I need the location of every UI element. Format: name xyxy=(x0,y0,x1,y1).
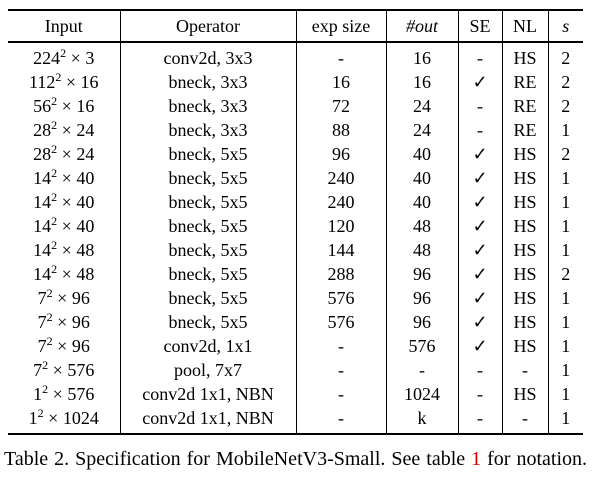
cell-operator: bneck, 5x5 xyxy=(120,214,296,238)
header-row xyxy=(8,10,583,42)
cell-input xyxy=(8,190,120,214)
cell-out: 48 xyxy=(386,214,458,238)
table-row xyxy=(8,406,583,434)
cell-input xyxy=(8,118,120,142)
cell-operator: bneck, 5x5 xyxy=(120,166,296,190)
cell-se: ✓ xyxy=(458,262,502,286)
cell-exp-size: 576 xyxy=(296,310,386,334)
cell-exp-size: 96 xyxy=(296,142,386,166)
cell-input xyxy=(8,238,120,262)
input-base: 14 xyxy=(33,240,52,260)
cell-exp-size: 240 xyxy=(296,190,386,214)
cell-se: - xyxy=(458,42,502,70)
cell-operator: bneck, 5x5 xyxy=(120,310,296,334)
input-exponent: 2 xyxy=(51,118,58,132)
cell-se: ✓ xyxy=(458,166,502,190)
cell-exp-size: 576 xyxy=(296,286,386,310)
cell-s: 2 xyxy=(548,42,583,70)
cell-nl: RE xyxy=(502,70,548,94)
input-rest: × 1024 xyxy=(43,408,99,428)
input-rest: × 24 xyxy=(57,144,95,164)
cell-operator: conv2d 1x1, NBN xyxy=(120,406,296,434)
cell-s: 1 xyxy=(548,358,583,382)
header-exp-size: exp size xyxy=(296,10,386,42)
cell-input xyxy=(8,142,120,166)
cell-out: 24 xyxy=(386,118,458,142)
cell-input xyxy=(8,214,120,238)
cell-out: 24 xyxy=(386,94,458,118)
input-base: 56 xyxy=(33,96,52,116)
input-exponent: 2 xyxy=(37,406,44,420)
cell-se: ✓ xyxy=(458,190,502,214)
input-exponent: 2 xyxy=(46,310,53,324)
cell-s: 2 xyxy=(548,94,583,118)
cell-operator: pool, 7x7 xyxy=(120,358,296,382)
cell-s: 1 xyxy=(548,334,583,358)
input-exponent: 2 xyxy=(60,46,67,60)
input-rest: × 16 xyxy=(57,96,95,116)
header-input: Input xyxy=(44,16,83,36)
cell-se: ✓ xyxy=(458,142,502,166)
table-caption xyxy=(4,446,594,472)
table-row xyxy=(8,286,583,310)
caption-suffix: for notation. xyxy=(481,448,588,470)
cell-exp-size: 88 xyxy=(296,118,386,142)
cell-se: - xyxy=(458,382,502,406)
cell-s: 1 xyxy=(548,190,583,214)
cell-operator: bneck, 5x5 xyxy=(120,238,296,262)
input-rest: × 576 xyxy=(48,360,95,380)
table-row xyxy=(8,334,583,358)
cell-operator: conv2d, 3x3 xyxy=(120,42,296,70)
input-exponent: 2 xyxy=(51,214,58,228)
cell-exp-size: 288 xyxy=(296,262,386,286)
input-base: 28 xyxy=(33,120,52,140)
cell-input xyxy=(8,358,120,382)
table-row xyxy=(8,262,583,286)
cell-input xyxy=(8,310,120,334)
input-base: 7 xyxy=(37,336,47,356)
input-base: 7 xyxy=(37,312,47,332)
cell-nl: RE xyxy=(502,94,548,118)
input-base: 14 xyxy=(33,168,52,188)
cell-out: 40 xyxy=(386,166,458,190)
cell-out: 96 xyxy=(386,286,458,310)
cell-nl: - xyxy=(502,406,548,434)
cell-s: 2 xyxy=(548,142,583,166)
input-rest: × 3 xyxy=(66,48,95,68)
header-operator: Operator xyxy=(120,10,296,42)
cell-input xyxy=(8,406,120,434)
cell-exp-size: 120 xyxy=(296,214,386,238)
input-base: 112 xyxy=(29,72,56,92)
input-exponent: 2 xyxy=(51,142,58,156)
cell-se: - xyxy=(458,406,502,434)
cell-s: 1 xyxy=(548,166,583,190)
cell-exp-size: - xyxy=(296,382,386,406)
table-row xyxy=(8,118,583,142)
cell-out: 96 xyxy=(386,262,458,286)
cell-s: 1 xyxy=(548,382,583,406)
cell-s: 1 xyxy=(548,310,583,334)
cell-exp-size: 72 xyxy=(296,94,386,118)
cell-s: 1 xyxy=(548,286,583,310)
header-out: #out xyxy=(386,10,458,42)
input-rest: × 40 xyxy=(57,168,95,188)
cell-s: 1 xyxy=(548,214,583,238)
cell-se: ✓ xyxy=(458,70,502,94)
input-base: 224 xyxy=(33,48,61,68)
cell-s: 2 xyxy=(548,70,583,94)
input-exponent: 2 xyxy=(51,190,58,204)
spec-table xyxy=(8,9,583,435)
input-rest: × 40 xyxy=(57,216,95,236)
cell-nl: HS xyxy=(502,214,548,238)
table-row xyxy=(8,190,583,214)
cell-out: k xyxy=(386,406,458,434)
cell-nl: RE xyxy=(502,118,548,142)
cell-out: 96 xyxy=(386,310,458,334)
input-rest: × 96 xyxy=(52,336,90,356)
header-nl: NL xyxy=(502,10,548,42)
cell-exp-size: 16 xyxy=(296,70,386,94)
input-rest: × 48 xyxy=(57,264,95,284)
cell-exp-size: - xyxy=(296,334,386,358)
cell-nl: HS xyxy=(502,286,548,310)
cell-exp-size: - xyxy=(296,406,386,434)
cell-input xyxy=(8,262,120,286)
input-exponent: 2 xyxy=(46,286,53,300)
input-rest: × 24 xyxy=(57,120,95,140)
input-exponent: 2 xyxy=(55,70,62,84)
table-row xyxy=(8,70,583,94)
cell-se: ✓ xyxy=(458,286,502,310)
cell-nl: - xyxy=(502,358,548,382)
cell-nl: HS xyxy=(502,310,548,334)
cell-se: - xyxy=(458,358,502,382)
header-s: s xyxy=(548,10,583,42)
cell-input xyxy=(8,334,120,358)
cell-input xyxy=(8,42,120,70)
input-exponent: 2 xyxy=(46,334,53,348)
cell-operator: conv2d, 1x1 xyxy=(120,334,296,358)
caption-table-reference-link[interactable]: 1 xyxy=(471,448,482,470)
cell-out: 576 xyxy=(386,334,458,358)
input-base: 7 xyxy=(33,360,43,380)
cell-out: 16 xyxy=(386,42,458,70)
input-base: 1 xyxy=(33,384,43,404)
cell-s: 1 xyxy=(548,406,583,434)
input-base: 14 xyxy=(33,264,52,284)
cell-se: ✓ xyxy=(458,214,502,238)
table-row xyxy=(8,310,583,334)
cell-operator: bneck, 5x5 xyxy=(120,190,296,214)
table-row xyxy=(8,238,583,262)
input-exponent: 2 xyxy=(51,94,58,108)
input-rest: × 40 xyxy=(57,192,95,212)
cell-se: - xyxy=(458,118,502,142)
cell-operator: bneck, 3x3 xyxy=(120,118,296,142)
cell-out: 40 xyxy=(386,142,458,166)
table-row xyxy=(8,382,583,406)
input-base: 28 xyxy=(33,144,52,164)
cell-se: ✓ xyxy=(458,334,502,358)
input-rest: × 16 xyxy=(61,72,99,92)
cell-nl: HS xyxy=(502,238,548,262)
cell-se: ✓ xyxy=(458,238,502,262)
input-rest: × 96 xyxy=(52,288,90,308)
cell-nl: HS xyxy=(502,190,548,214)
cell-s: 1 xyxy=(548,118,583,142)
cell-input xyxy=(8,286,120,310)
cell-operator: conv2d 1x1, NBN xyxy=(120,382,296,406)
input-exponent: 2 xyxy=(42,382,49,396)
input-rest: × 48 xyxy=(57,240,95,260)
input-exponent: 2 xyxy=(51,166,58,180)
cell-operator: bneck, 5x5 xyxy=(120,286,296,310)
cell-operator: bneck, 5x5 xyxy=(120,142,296,166)
input-base: 1 xyxy=(28,408,38,428)
cell-exp-size: - xyxy=(296,42,386,70)
cell-exp-size: 240 xyxy=(296,166,386,190)
cell-input xyxy=(8,166,120,190)
cell-input xyxy=(8,70,120,94)
table-row xyxy=(8,42,583,70)
cell-nl: HS xyxy=(502,42,548,70)
cell-s: 1 xyxy=(548,238,583,262)
cell-out: 40 xyxy=(386,190,458,214)
table-body xyxy=(8,42,583,434)
cell-nl: HS xyxy=(502,334,548,358)
cell-input xyxy=(8,94,120,118)
cell-nl: HS xyxy=(502,166,548,190)
input-base: 7 xyxy=(37,288,47,308)
cell-out: 1024 xyxy=(386,382,458,406)
cell-exp-size: - xyxy=(296,358,386,382)
cell-out: - xyxy=(386,358,458,382)
caption-prefix: Table 2. Specification for MobileNetV3-Small. See table xyxy=(4,448,472,470)
cell-operator: bneck, 3x3 xyxy=(120,70,296,94)
input-rest: × 576 xyxy=(48,384,95,404)
cell-input xyxy=(8,382,120,406)
cell-operator: bneck, 5x5 xyxy=(120,262,296,286)
input-exponent: 2 xyxy=(51,262,58,276)
cell-out: 48 xyxy=(386,238,458,262)
cell-out: 16 xyxy=(386,70,458,94)
table-row xyxy=(8,358,583,382)
cell-exp-size: 144 xyxy=(296,238,386,262)
input-rest: × 96 xyxy=(52,312,90,332)
cell-nl: HS xyxy=(502,382,548,406)
input-exponent: 2 xyxy=(42,358,49,372)
cell-s: 2 xyxy=(548,262,583,286)
table-row xyxy=(8,166,583,190)
input-base: 14 xyxy=(33,216,52,236)
cell-nl: HS xyxy=(502,142,548,166)
input-exponent: 2 xyxy=(51,238,58,252)
header-se: SE xyxy=(458,10,502,42)
cell-nl: HS xyxy=(502,262,548,286)
cell-operator: bneck, 3x3 xyxy=(120,94,296,118)
table-row xyxy=(8,142,583,166)
table-row xyxy=(8,94,583,118)
table-row xyxy=(8,214,583,238)
cell-se: - xyxy=(458,94,502,118)
input-base: 14 xyxy=(33,192,52,212)
cell-se: ✓ xyxy=(458,310,502,334)
